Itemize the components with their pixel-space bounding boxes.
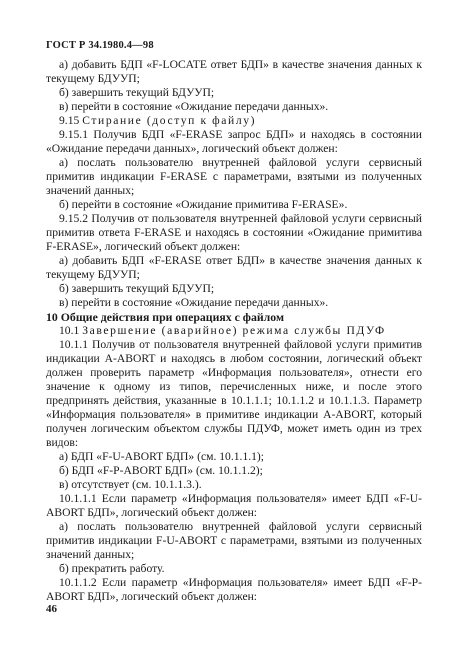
section-title-text: Завершение (аварийное) режима службы ПДУФ	[82, 324, 386, 337]
paragraph-10-1-1-2: 10.1.1.2 Если параметр «Информация пользователя» имеет БДП «F-P-ABORT БДП», логический объект должен:	[46, 576, 422, 603]
paragraph-9-15-1-a: а) послать пользователю внутренней файловой услуги сервисный примитив индикации F-ERASE с параметрами, взятыми из полученных значений данных;	[46, 156, 422, 197]
paragraph-10-1-1-1-a: а) послать пользователю внутренней файловой услуги сервисный примитив индикации F-U-ABORT с параметрами, взятыми из полученных значений данных;	[46, 520, 422, 561]
section-9-15-title	[46, 114, 422, 128]
section-title-text: Стирание (доступ к файлу)	[82, 114, 257, 127]
paragraph-9-15-2-b: б) завершить текущий БДУУП;	[59, 282, 215, 295]
paragraph-10-1-1-1: 10.1.1.1 Если параметр «Информация пользователя» имеет БДП «F-U-ABORT БДП», логический объект должен:	[46, 492, 422, 519]
paragraph-goto-state: в) перейти в состояние «Ожидание передачи данных».	[59, 100, 329, 113]
paragraph-10-1-1-1-b: б) прекратить работу.	[59, 562, 165, 575]
paragraph-9-15-1: 9.15.1 Получив БДП «F-ERASE запрос БДП» и находясь в состоянии «Ожидание передачи данных», логический объект должен:	[46, 128, 422, 155]
paragraph-9-15-1-b: б) перейти в состояние «Ожидание примитива F-ERASE».	[59, 198, 348, 211]
paragraph-9-15-2: 9.15.2 Получив от пользователя внутренней файловой услуги сервисный примитив ответа F-ERASE и находясь в состоянии «Ожидание примитива F-ERASE», логический объект должен:	[46, 212, 422, 253]
section-heading: 10 Общие действия при операциях с файлом	[46, 310, 284, 324]
page-number: 46	[46, 603, 57, 615]
paragraph-finish-bduup: б) завершить текущий БДУУП;	[59, 86, 215, 99]
section-number: 9.15	[59, 114, 80, 127]
paragraph-9-15-2-a: а) добавить БДП «F-ERASE ответ БДП» в качестве значения данных к текущему БДУУП;	[46, 254, 422, 281]
document-body	[46, 58, 422, 604]
document-header: ГОСТ Р 34.1980.4—98	[46, 40, 154, 51]
paragraph-add-locate: а) добавить БДП «F-LOCATE ответ БДП» в качестве значения данных к текущему БДУУП;	[46, 58, 422, 85]
paragraph-9-15-2-c: в) перейти в состояние «Ожидание передачи данных».	[59, 296, 329, 309]
paragraph-10-1-1: 10.1.1 Получив от пользователя внутренней файловой услуги примитив индикации A-ABORT и находясь в любом состоянии, логический объект должен проверить параметр «Информация пользователя», отнести его значение к одному из типов, перечисленных ниже, и после этого предпринять действия, указанные в 10.1.1.1; 10.1.1.2 и 10.1.1.3. Параметр «Информация пользователя» в примитиве индикации A-ABORT, который получен логическим объектом службы ПДУФ, может иметь один из трех видов:	[46, 338, 422, 449]
option-a: а) БДП «F-U-ABORT БДП» (см. 10.1.1.1);	[59, 450, 265, 463]
option-b: б) БДП «F-P-ABORT БДП» (см. 10.1.1.2);	[59, 464, 263, 477]
section-number: 10.1	[59, 324, 80, 337]
option-c: в) отсутствует (см. 10.1.1.3.).	[59, 478, 202, 491]
section-10-1-title	[46, 324, 422, 338]
